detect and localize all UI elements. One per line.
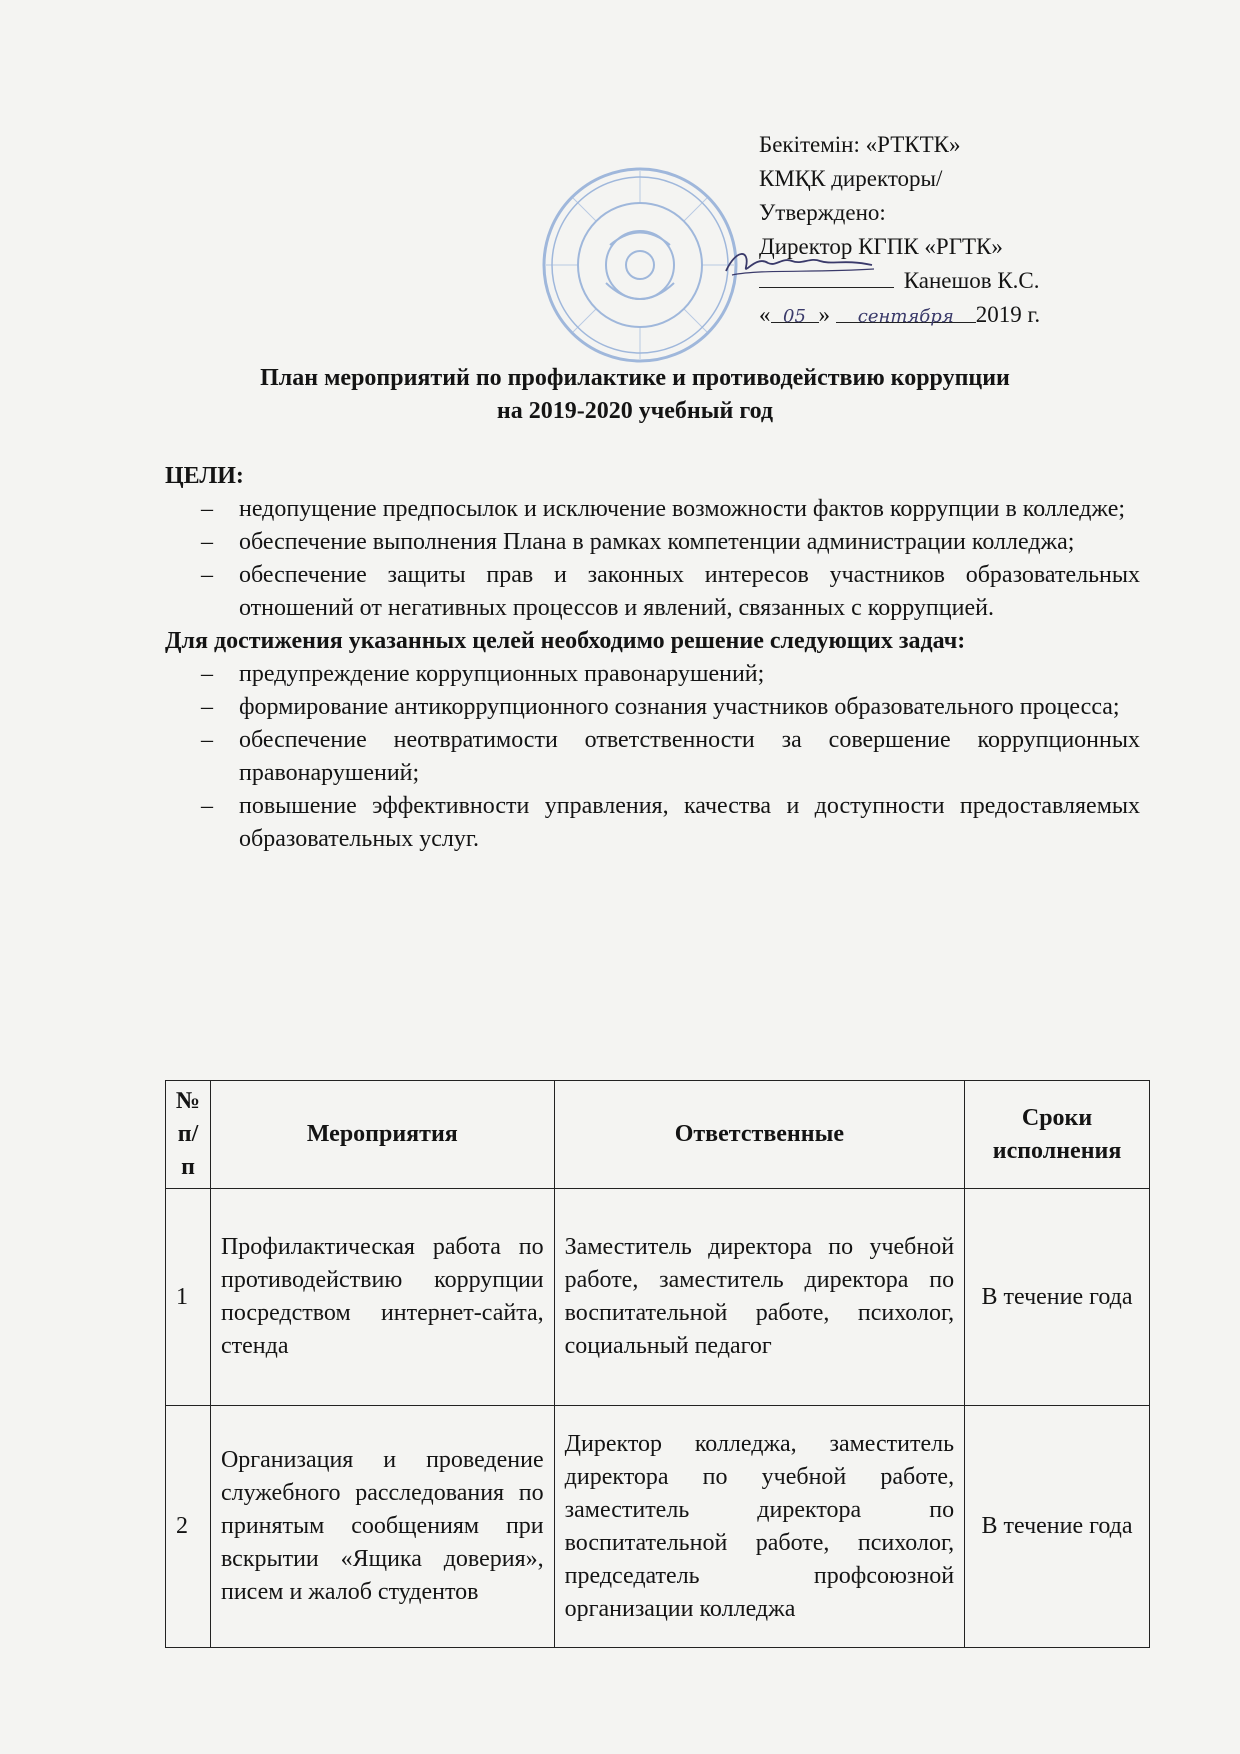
document-title — [165, 362, 1105, 428]
table-header-row — [166, 1081, 1150, 1189]
round-seal-icon — [540, 165, 740, 365]
list-item: – обеспечение защиты прав и законных интересов участников образовательных отношений от негативных процессов и явлений, связанных с коррупцией. — [165, 559, 1140, 625]
dash-icon: – — [201, 694, 213, 720]
approval-line-4: Директор КГПК «РГТК» — [759, 234, 1003, 259]
header-responsible: Ответственные — [554, 1081, 964, 1189]
dash-icon: – — [201, 529, 213, 555]
date-year: 2019 г. — [975, 302, 1041, 327]
approval-line-3: Утверждено: — [759, 200, 886, 225]
approval-line-2: КМҚК директоры/ — [759, 166, 943, 191]
table-row — [166, 1406, 1150, 1648]
cell-responsible: Заместитель директора по учебной работе, заместитель директора по воспитательной работе, психолог, социальный педагог — [554, 1189, 964, 1406]
cell-event: Организация и проведение служебного расследования по принятым сообщениям при вскрытии «Ящика доверия», писем и жалоб студентов — [210, 1406, 554, 1648]
approval-line-1: Бекітемін: «РТКТК» — [759, 132, 961, 157]
tasks-list — [165, 658, 1140, 856]
cell-num: 1 — [166, 1189, 211, 1406]
cell-num: 2 — [166, 1406, 211, 1648]
dash-icon: – — [201, 727, 213, 753]
title-line-2: на 2019-2020 учебный год — [496, 398, 774, 424]
goals-heading: ЦЕЛИ: — [165, 463, 244, 489]
title-line-1: План мероприятий по профилактике и противодействию коррупции — [260, 365, 1010, 391]
plan-table — [165, 1080, 1150, 1648]
header-num: № п/п — [166, 1081, 211, 1189]
list-item: – формирование антикоррупционного сознания участников образовательного процесса; — [165, 691, 1140, 724]
document-body — [165, 460, 1140, 856]
signature-icon — [722, 245, 882, 281]
list-item: – обеспечение выполнения Плана в рамках компетенции администрации колледжа; — [165, 526, 1140, 559]
cell-event: Профилактическая работа по противодействию коррупции посредством интернет-сайта, стенда — [210, 1189, 554, 1406]
goals-list — [165, 493, 1140, 625]
approval-date-line — [759, 298, 1119, 332]
approval-block — [759, 128, 1119, 332]
date-day: 05 — [771, 300, 819, 323]
list-item: – повышение эффективности управления, качества и доступности предоставляемых образовательных услуг. — [165, 790, 1140, 856]
table-row — [166, 1189, 1150, 1406]
cell-term: В течение года — [965, 1406, 1150, 1648]
date-month: сентября — [836, 300, 976, 323]
date-close-quote: » — [818, 302, 830, 327]
dash-icon: – — [201, 496, 213, 522]
header-term: Сроки исполнения — [965, 1081, 1150, 1189]
date-open-quote: « — [759, 302, 771, 327]
list-item: – недопущение предпосылок и исключение возможности фактов коррупции в колледже; — [165, 493, 1140, 526]
dash-icon: – — [201, 793, 213, 819]
dash-icon: – — [201, 661, 213, 687]
signer-name: Канешов К.С. — [903, 268, 1040, 293]
dash-icon: – — [201, 562, 213, 588]
header-event: Мероприятия — [210, 1081, 554, 1189]
cell-responsible: Директор колледжа, заместитель директора по учебной работе, заместитель директора по воспитательной работе, психолог, председатель профсоюзной организации колледжа — [554, 1406, 964, 1648]
cell-term: В течение года — [965, 1189, 1150, 1406]
list-item: – обеспечение неотвратимости ответственности за совершение коррупционных правонарушений; — [165, 724, 1140, 790]
tasks-heading: Для достижения указанных целей необходимо решение следующих задач: — [165, 628, 966, 654]
list-item: – предупреждение коррупционных правонарушений; — [165, 658, 1140, 691]
